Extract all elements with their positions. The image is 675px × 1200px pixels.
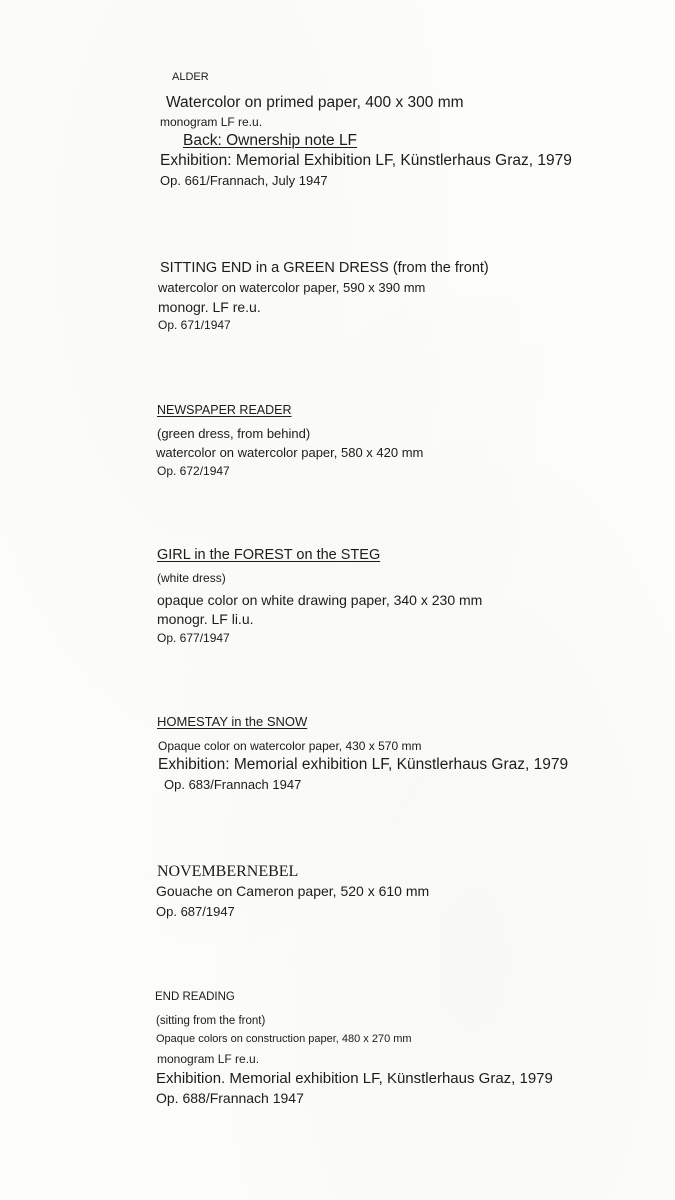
entry-6-medium: Gouache on Cameron paper, 520 x 610 mm	[156, 883, 430, 899]
entry-4-subtitle: (white dress)	[157, 571, 226, 585]
entry-3-subtitle: (green dress, from behind)	[157, 426, 311, 441]
entry-7-exhibition: Exhibition. Memorial exhibition LF, Künstlerhaus Graz, 1979	[156, 1070, 553, 1087]
entry-4-medium: opaque color on white drawing paper, 340 x 230 mm	[157, 592, 483, 608]
entry-1-opus: Op. 661/Frannach, July 1947	[160, 173, 328, 188]
entry-1-title: ALDER	[172, 71, 209, 83]
entry-7-medium: Opaque colors on construction paper, 480 x 270 mm	[156, 1033, 412, 1045]
entry-7-signature: monogram LF re.u.	[157, 1052, 260, 1066]
entry-4-signature: monogr. LF li.u.	[157, 611, 254, 627]
entry-1-medium: Watercolor on primed paper, 400 x 300 mm	[166, 94, 464, 111]
entry-5-exhibition: Exhibition: Memorial exhibition LF, Künstlerhaus Graz, 1979	[158, 756, 569, 773]
entry-1-signature: monogram LF re.u.	[160, 115, 263, 129]
entry-2-title: SITTING END in a GREEN DRESS (from the front)	[160, 260, 489, 276]
entry-1-back-note: Back: Ownership note LF	[183, 132, 358, 149]
entry-3-title: NEWSPAPER READER	[157, 403, 292, 417]
entry-4-title: GIRL in the FOREST on the STEG	[157, 547, 381, 563]
entry-2-opus: Op. 671/1947	[158, 318, 231, 332]
entry-5-opus: Op. 683/Frannach 1947	[164, 777, 302, 792]
entry-6-title: NOVEMBERNEBEL	[157, 863, 299, 880]
entry-2-signature: monogr. LF re.u.	[158, 299, 261, 315]
entry-7-opus: Op. 688/Frannach 1947	[156, 1090, 304, 1106]
entry-3-opus: Op. 672/1947	[157, 464, 230, 478]
entry-3-medium: watercolor on watercolor paper, 580 x 420 mm	[156, 445, 424, 460]
entry-5-title: HOMESTAY in the SNOW	[157, 714, 308, 729]
entry-7-subtitle: (sitting from the front)	[156, 1015, 266, 1027]
entry-4-opus: Op. 677/1947	[157, 631, 230, 645]
entry-6-opus: Op. 687/1947	[156, 904, 235, 919]
entry-1-exhibition: Exhibition: Memorial Exhibition LF, Künstlerhaus Graz, 1979	[160, 152, 572, 169]
entry-7-title: END READING	[155, 991, 235, 1003]
entry-2-medium: watercolor on watercolor paper, 590 x 390 mm	[158, 280, 426, 295]
entry-5-medium: Opaque color on watercolor paper, 430 x 570 mm	[158, 739, 422, 753]
